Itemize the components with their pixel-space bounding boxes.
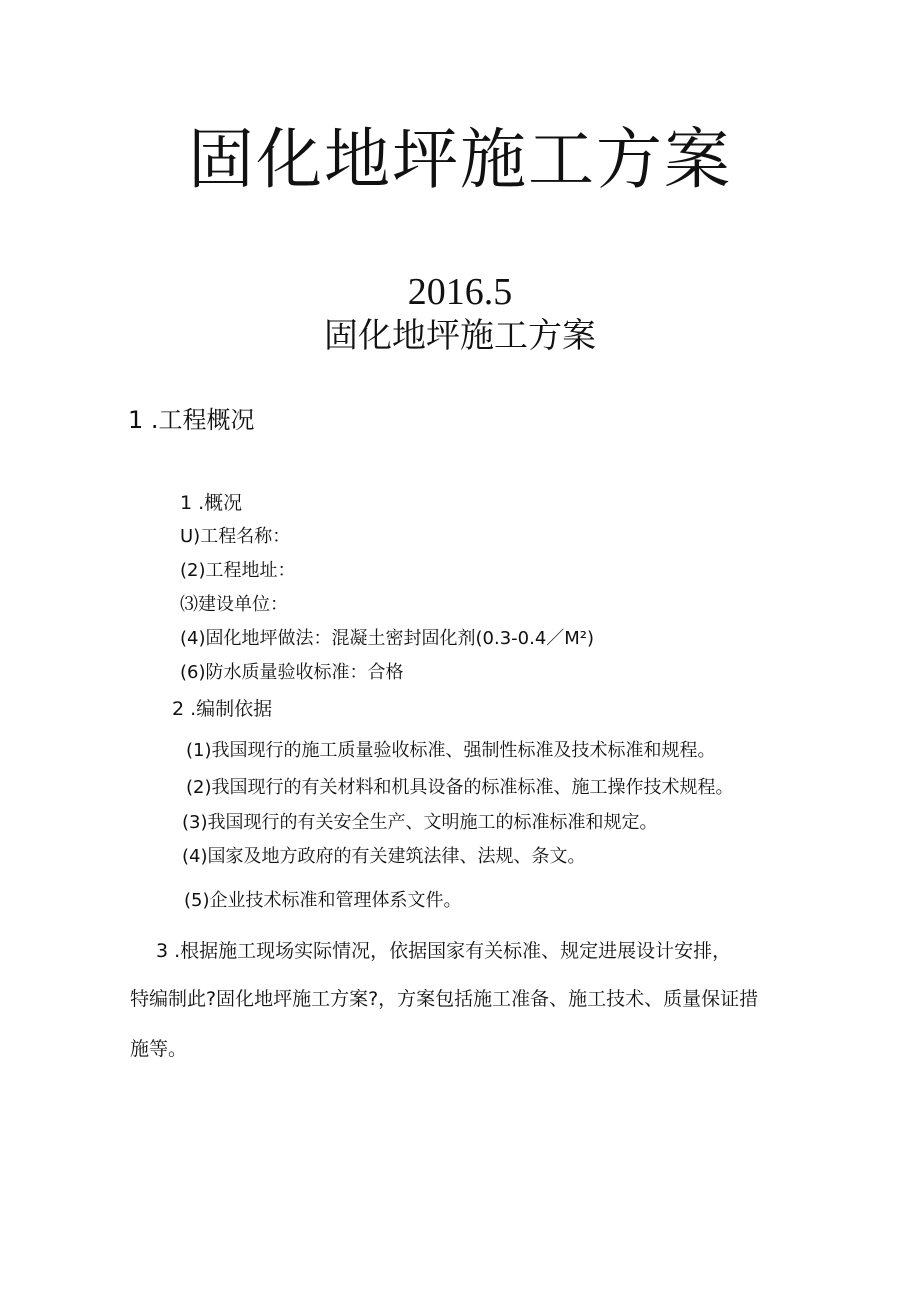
sub-title: 固化地坪施工方案 — [324, 316, 596, 356]
main-title: 固化地坪施工方案 — [188, 121, 732, 198]
section-heading-project-overview: 1 .工程概况 — [128, 406, 255, 434]
overview-item-acceptance-standard: (6)防水质量验收标准：合格 — [180, 662, 404, 683]
overview-item-floor-method: (4)固化地坪做法：混凝土密封固化剂(0.3-0.4／M²) — [180, 628, 595, 649]
paragraph-line-3: 施等。 — [130, 1038, 188, 1060]
subsection-heading-basis: 2 .编制依据 — [172, 698, 273, 720]
overview-item-project-address: (2)工程地址： — [180, 560, 296, 581]
subsection-heading-overview: 1 .概况 — [180, 492, 243, 514]
document-date: 2016.5 — [407, 271, 513, 313]
paragraph-line-1: 3 .根据施工现场实际情况，依据国家有关标准、规定进展设计安排， — [156, 940, 732, 962]
basis-item-2: (2)我国现行的有关材料和机具设备的标准标准、施工操作技术规程。 — [186, 777, 734, 798]
basis-item-3: (3)我国现行的有关安全生产、文明施工的标准标准和规定。 — [182, 812, 658, 833]
basis-item-4: (4)国家及地方政府的有关建筑法律、法规、条文。 — [182, 846, 586, 867]
basis-item-5: (5)企业技术标准和管理体系文件。 — [184, 890, 462, 911]
overview-item-construction-unit: ⑶建设单位： — [180, 594, 288, 615]
paragraph-line-2: 特编制此?固化地坪施工方案?，方案包括施工准备、施工技术、质量保证措 — [130, 988, 759, 1010]
basis-item-1: (1)我国现行的施工质量验收标准、强制性标准及技术标准和规程。 — [186, 740, 716, 761]
overview-item-project-name: U)工程名称： — [180, 526, 291, 547]
